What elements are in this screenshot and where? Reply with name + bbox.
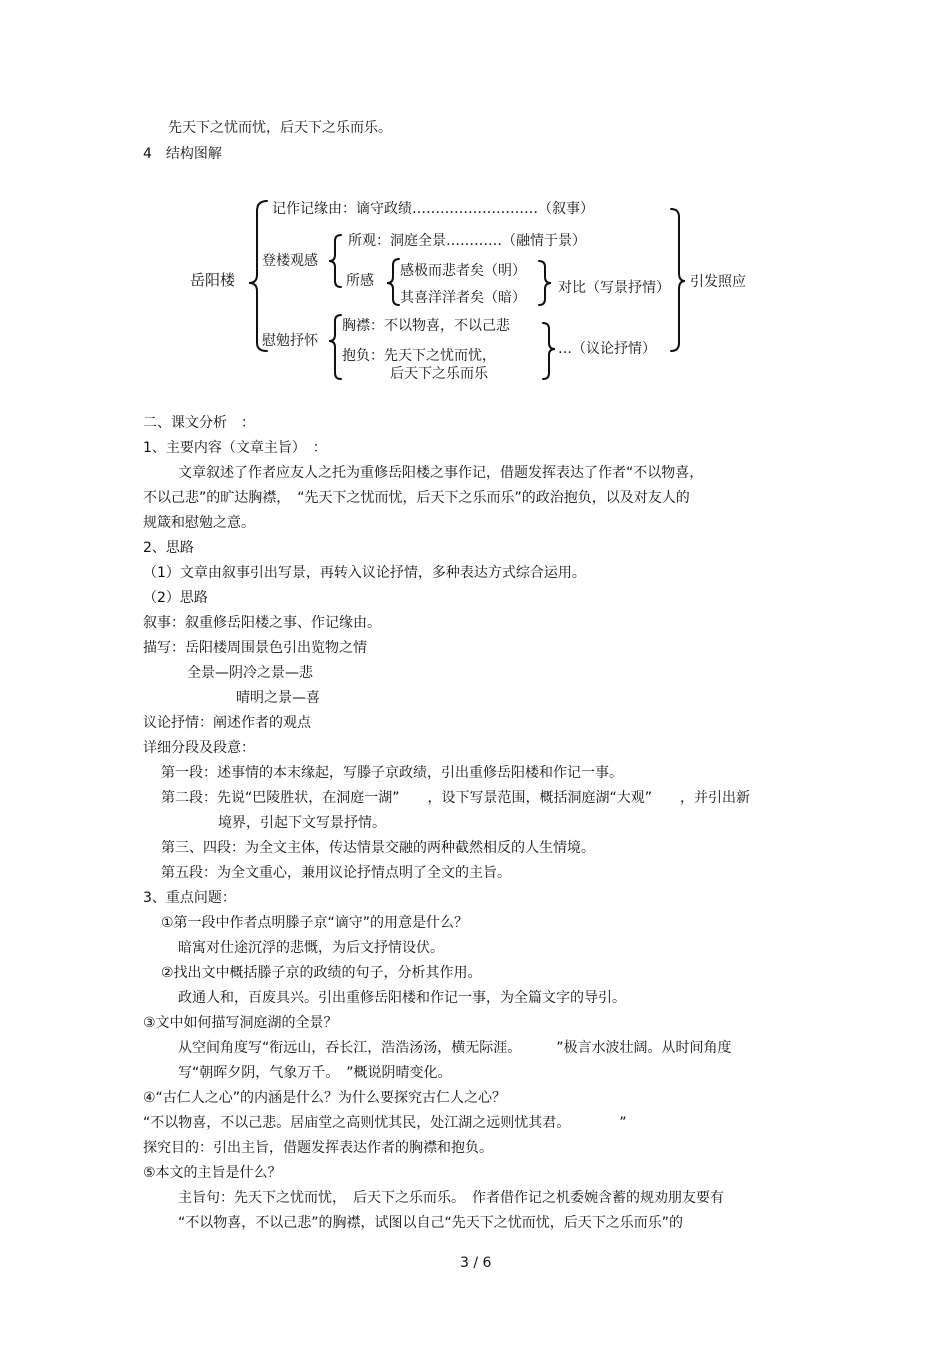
- main-content-para-2: 不以己悲”的旷达胸襟， “先天下之忧而忧，后天下之乐而乐”的政治抱负，以及对友人的: [143, 490, 690, 506]
- diagram-row-ambition-2: 后天下之乐而乐: [390, 366, 488, 382]
- question-2: ②找出文中概括滕子京的政绩的句子，分析其作用。: [161, 965, 482, 981]
- question-4: ④“古仁人之心”的内涵是什么？为什么要探究古仁人之心？: [143, 1090, 507, 1106]
- key-questions-heading: 3、重点问题：: [143, 890, 236, 906]
- diagram-row-happy: 其喜洋洋者矣（暗）: [400, 290, 526, 306]
- thinking-heading: 2、思路: [143, 540, 194, 556]
- answer-5-line-1: 主旨句：先天下之忧而忧， 后天下之乐而乐。 作者借作记之机委婉含蓄的规劝朋友要有: [178, 1190, 724, 1206]
- diagram-branch-comfort: 慰勉抒怀: [262, 333, 318, 349]
- diagram-right-label: 引发照应: [690, 274, 746, 290]
- question-1: ①第一段中作者点明滕子京“谪守”的用意是什么？: [161, 915, 469, 931]
- answer-2: 政通人和，百废具兴。引出重修岳阳楼和作记一事，为全篇文字的导引。: [178, 990, 626, 1006]
- diagram-row-argument-tag: …（议论抒情）: [558, 341, 656, 357]
- diagram-row-feeling-label: 所感: [346, 273, 374, 289]
- answer-3-line-2: 写“朝晖夕阴，气象万千。 ”概说阴晴变化。: [178, 1065, 452, 1081]
- diagram-root-label: 岳阳楼: [190, 271, 236, 289]
- section-4-title: 4 结构图解: [143, 146, 222, 162]
- paragraph-5-summary: 第五段：为全文重心，兼用议论抒情点明了全文的主旨。: [161, 865, 511, 881]
- narration-line: 叙事：叙重修岳阳楼之事、作记缘由。: [143, 615, 381, 631]
- main-content-para-1: 文章叙述了作者应友人之托为重修岳阳楼之事作记，借题发挥表达了作者“不以物喜，: [178, 465, 704, 481]
- diagram-row-ambition-1: 抱负：先天下之忧而忧，: [342, 348, 496, 364]
- main-content-heading: 1、主要内容（文章主旨） ：: [143, 440, 327, 456]
- page-number: 3 / 6: [460, 1255, 492, 1271]
- main-content-para-3: 规箴和慰勉之意。: [143, 515, 255, 531]
- argument-line: 议论抒情：阐述作者的观点: [143, 715, 311, 731]
- diagram-row-sad: 感极而悲者矣（明）: [400, 263, 526, 279]
- paragraph-3-4-summary: 第三、四段：为全文主体，传达情景交融的两种截然相反的人生情境。: [161, 840, 595, 856]
- answer-5-line-2: “不以物喜，不以己悲”的胸襟，试图以自己“先天下之忧而忧，后天下之乐而乐”的: [178, 1215, 684, 1231]
- answer-3-line-1: 从空间角度写“衔远山，吞长江，浩浩汤汤，横无际涯。 ”极言水波壮阔。从时间角度: [178, 1040, 732, 1056]
- paragraph-breakdown-heading: 详细分段及段意：: [143, 740, 255, 756]
- description-line: 描写：岳阳楼周围景色引出览物之情: [143, 640, 367, 656]
- diagram-row-mind: 胸襟：不以物喜，不以己悲: [342, 318, 510, 334]
- answer-4-quote: “不以物喜，不以己悲。居庙堂之高则忧其民，处江湖之远则忧其君。 ”: [143, 1115, 627, 1131]
- thinking-item-1: （1）文章由叙事引出写景，再转入议论抒情，多种表达方式综合运用。: [143, 565, 586, 581]
- section-2-heading: 二、课文分析 ：: [143, 415, 255, 431]
- paragraph-1-summary: 第一段：述事情的本末缘起，写滕子京政绩，引出重修岳阳楼和作记一事。: [161, 765, 623, 781]
- diagram-row-scenery: 所观：洞庭全景…………（融情于景）: [348, 233, 586, 249]
- paragraph-2-summary-cont: 境界，引起下文写景抒情。: [218, 815, 386, 831]
- diagram-branch-observation: 登楼观感: [262, 253, 318, 269]
- question-3: ③文中如何描写洞庭湖的全景？: [143, 1015, 338, 1031]
- question-5: ⑤本文的主旨是什么？: [143, 1165, 282, 1181]
- answer-4-purpose: 探究目的：引出主旨，借题发挥表达作者的胸襟和抱负。: [143, 1140, 493, 1156]
- scene-sad-line: 全景—阴冷之景—悲: [187, 665, 313, 681]
- diagram-row-record-reason: 记作记缘由：谪守政绩………………………（叙事）: [272, 201, 594, 217]
- answer-1: 暗寓对仕途沉浮的悲慨，为后文抒情设伏。: [178, 940, 444, 956]
- scene-happy-line: 晴明之景—喜: [236, 690, 320, 706]
- intro-line: 先天下之忧而忧，后天下之乐而乐。: [168, 120, 392, 136]
- thinking-item-2: （2）思路: [143, 590, 208, 606]
- paragraph-2-summary: 第二段：先说“巴陵胜状，在洞庭一湖” ，设下写景范围，概括洞庭湖“大观” ，并引出新: [161, 790, 751, 806]
- diagram-row-contrast-tag: 对比（写景抒情）: [558, 280, 670, 296]
